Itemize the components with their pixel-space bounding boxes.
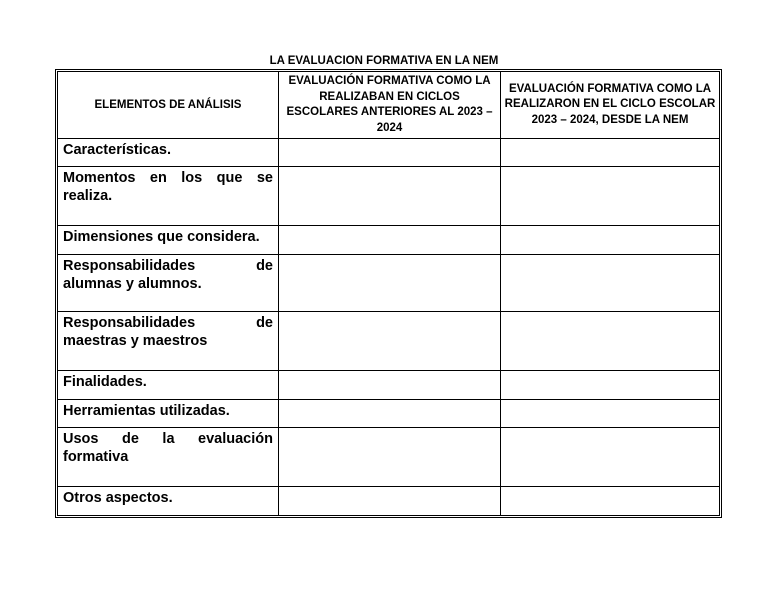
table-row [58, 371, 719, 400]
cell-previous-usos[interactable] [279, 428, 501, 487]
row-label-herramientas: Herramientas utilizadas. [58, 400, 279, 428]
row-label-usos: Usos de la evaluación formativa [58, 428, 279, 487]
row-label-dimensiones: Dimensiones que considera. [58, 226, 279, 255]
header-previous-cycles: EVALUACIÓN FORMATIVA COMO LA REALIZABAN EN CICLOS ESCOLARES ANTERIORES AL 2023 – 2024 [279, 72, 501, 139]
cell-previous-herramientas[interactable] [279, 400, 501, 428]
cell-previous-resp-maestros[interactable] [279, 312, 501, 371]
header-current-cycle: EVALUACIÓN FORMATIVA COMO LA REALIZARON EN EL CICLO ESCOLAR 2023 – 2024, DESDE LA NEM [501, 72, 719, 139]
table-row [58, 167, 719, 226]
cell-current-herramientas[interactable] [501, 400, 719, 428]
cell-current-otros[interactable] [501, 487, 719, 515]
row-label-resp-maestros: Responsabilidades de maestras y maestros [58, 312, 279, 371]
table-row [58, 255, 719, 312]
page-title: LA EVALUACION FORMATIVA EN LA NEM [269, 55, 499, 67]
table-row [58, 487, 719, 515]
cell-current-resp-maestros[interactable] [501, 312, 719, 371]
row-label-caracteristicas: Características. [58, 139, 279, 167]
cell-previous-otros[interactable] [279, 487, 501, 515]
row-label-otros: Otros aspectos. [58, 487, 279, 515]
table-row [58, 400, 719, 428]
cell-current-finalidades[interactable] [501, 371, 719, 400]
row-label-finalidades: Finalidades. [58, 371, 279, 400]
cell-previous-finalidades[interactable] [279, 371, 501, 400]
table-row [58, 312, 719, 371]
table-row [58, 428, 719, 487]
header-elementos: ELEMENTOS DE ANÁLISIS [58, 72, 279, 139]
table-row [58, 226, 719, 255]
cell-current-dimensiones[interactable] [501, 226, 719, 255]
row-label-resp-alumnos: Responsabilidades de alumnas y alumnos. [58, 255, 279, 312]
table-header-row [58, 72, 719, 139]
cell-current-usos[interactable] [501, 428, 719, 487]
analysis-table [55, 69, 722, 518]
cell-previous-resp-alumnos[interactable] [279, 255, 501, 312]
cell-previous-momentos[interactable] [279, 167, 501, 226]
cell-previous-caracteristicas[interactable] [279, 139, 501, 167]
row-label-momentos: Momentos en los que se realiza. [58, 167, 279, 226]
table-row [58, 139, 719, 167]
cell-current-momentos[interactable] [501, 167, 719, 226]
cell-current-caracteristicas[interactable] [501, 139, 719, 167]
cell-previous-dimensiones[interactable] [279, 226, 501, 255]
cell-current-resp-alumnos[interactable] [501, 255, 719, 312]
